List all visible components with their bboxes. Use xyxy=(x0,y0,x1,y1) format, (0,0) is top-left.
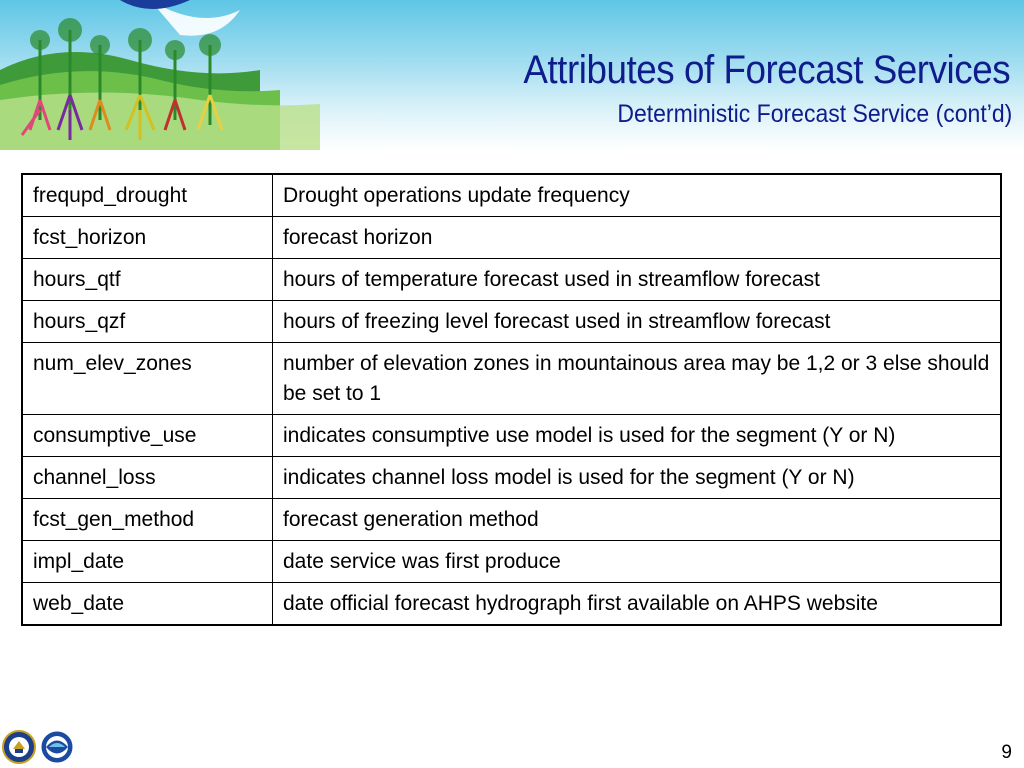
attribute-name: fcst_gen_method xyxy=(22,499,273,541)
attribute-description: indicates channel loss model is used for the segment (Y or N) xyxy=(273,457,1002,499)
attribute-description: indicates consumptive use model is used for the segment (Y or N) xyxy=(273,415,1002,457)
table-row xyxy=(22,217,1001,259)
landscape-illustration xyxy=(0,0,420,150)
attribute-description: forecast generation method xyxy=(273,499,1002,541)
table-row xyxy=(22,343,1001,415)
attribute-description: forecast horizon xyxy=(273,217,1002,259)
table-row xyxy=(22,174,1001,217)
attribute-name: impl_date xyxy=(22,541,273,583)
table-row xyxy=(22,541,1001,583)
attribute-description: number of elevation zones in mountainous area may be 1,2 or 3 else should be set to 1 xyxy=(273,343,1002,415)
attribute-name: fcst_horizon xyxy=(22,217,273,259)
attribute-name: frequpd_drought xyxy=(22,174,273,217)
attribute-name: hours_qtf xyxy=(22,259,273,301)
table-row xyxy=(22,457,1001,499)
attribute-description: date official forecast hydrograph first available on AHPS website xyxy=(273,583,1002,626)
attribute-name: channel_loss xyxy=(22,457,273,499)
slide-subtitle: Deterministic Forecast Service (cont’d) xyxy=(617,100,1012,128)
table-row xyxy=(22,583,1001,626)
attributes-table xyxy=(21,173,1002,626)
slide-title: Attributes of Forecast Services xyxy=(523,48,1010,92)
attribute-description: date service was first produce xyxy=(273,541,1002,583)
attribute-description: Drought operations update frequency xyxy=(273,174,1002,217)
attribute-name: hours_qzf xyxy=(22,301,273,343)
table-row xyxy=(22,415,1001,457)
commerce-seal-icon xyxy=(2,730,36,764)
attribute-name: web_date xyxy=(22,583,273,626)
table-row xyxy=(22,301,1001,343)
header-banner xyxy=(0,0,1024,150)
attribute-name: consumptive_use xyxy=(22,415,273,457)
footer-logos xyxy=(2,730,74,764)
attribute-description: hours of freezing level forecast used in streamflow forecast xyxy=(273,301,1002,343)
noaa-logo-icon xyxy=(40,730,74,764)
attribute-name: num_elev_zones xyxy=(22,343,273,415)
table-row xyxy=(22,499,1001,541)
table-row xyxy=(22,259,1001,301)
page-number: 9 xyxy=(1001,742,1012,763)
attribute-description: hours of temperature forecast used in streamflow forecast xyxy=(273,259,1002,301)
